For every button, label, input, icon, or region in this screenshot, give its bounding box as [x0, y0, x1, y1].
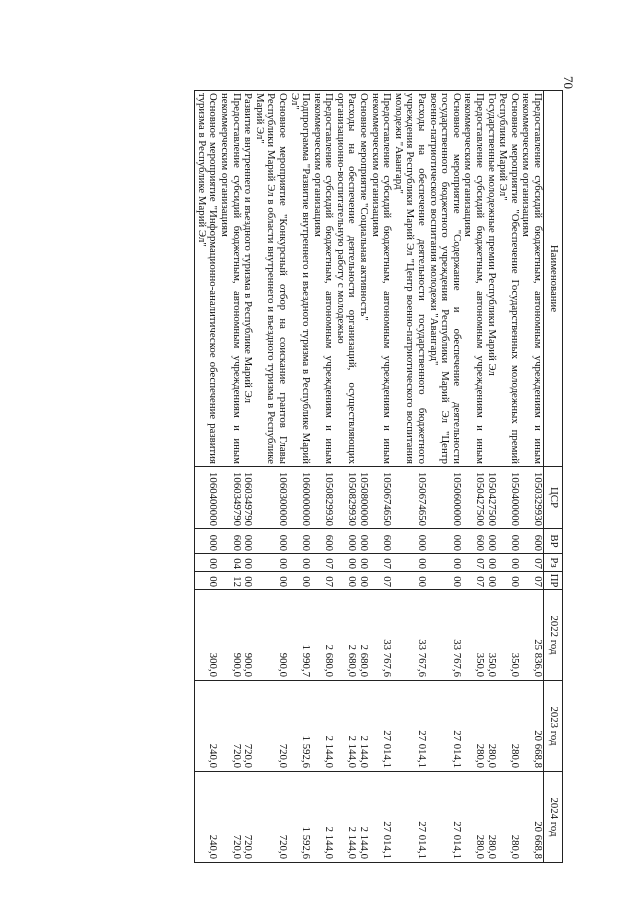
- row-name: Основное мероприятие "Информационно-аналитическое обеспечение развития туризма в Республике Марий Эл": [195, 91, 219, 467]
- row-vr: 000: [427, 529, 462, 554]
- row-csr: 1060400000: [195, 467, 219, 529]
- row-2024: 280,0: [462, 772, 485, 863]
- row-vr: 000: [195, 529, 219, 554]
- row-vr: 000: [497, 529, 520, 554]
- row-2024: 2 144,0: [334, 772, 357, 863]
- row-2023: 27 014,1: [392, 681, 427, 772]
- row-pr: 07: [462, 572, 485, 590]
- row-pr: 07: [520, 572, 544, 590]
- row-vr: 000: [253, 529, 288, 554]
- row-pr: 07: [311, 572, 334, 590]
- row-2023: 280,0: [485, 681, 497, 772]
- header-csr: ЦСР: [544, 467, 563, 529]
- row-2023: 240,0: [195, 681, 219, 772]
- row-2023: 280,0: [497, 681, 520, 772]
- row-csr: 1050800000: [358, 467, 370, 529]
- row-2024: 2 144,0: [358, 772, 370, 863]
- table-row: [358, 91, 370, 863]
- row-vr: 000: [288, 529, 311, 554]
- row-rz: 00: [485, 554, 497, 572]
- row-rz: 07: [369, 554, 392, 572]
- row-csr: 1050600000: [427, 467, 462, 529]
- row-name: Основное мероприятие "Содержание и обеспечение деятельности государственного бюджетного учреждения Республики Марий Эл "Центр военно-патриотического воспитания молодежи "Авангард": [427, 91, 462, 467]
- row-csr: 1060300000: [253, 467, 288, 529]
- page-number: 70: [561, 76, 576, 89]
- row-vr: 000: [334, 529, 357, 554]
- row-2023: 2 144,0: [334, 681, 357, 772]
- row-vr: 000: [485, 529, 497, 554]
- row-rz: 00: [334, 554, 357, 572]
- row-2024: 27 014,1: [392, 772, 427, 863]
- row-pr: 00: [358, 572, 370, 590]
- row-2023: 2 144,0: [358, 681, 370, 772]
- row-name: Основное мероприятие "Обеспечение Государственных молодежных премий Республики Марий Эл": [497, 91, 520, 467]
- row-pr: 00: [427, 572, 462, 590]
- row-2024: 720,0: [218, 772, 241, 863]
- header-2023: 2023 год: [544, 681, 563, 772]
- row-vr: 600: [462, 529, 485, 554]
- row-vr: 600: [369, 529, 392, 554]
- row-csr: 1060000000: [288, 467, 311, 529]
- row-vr: 600: [520, 529, 544, 554]
- header-2022: 2022 год: [544, 590, 563, 681]
- row-csr: 1050674650: [392, 467, 427, 529]
- row-pr: 00: [288, 572, 311, 590]
- header-rz: Рз: [544, 554, 563, 572]
- table-row: [462, 91, 485, 863]
- row-name: Расходы на обеспечение деятельности государственного бюджетного учреждения Республики Марий Эл "Центр военно-патриотического воспитания молодежи "Авангард": [392, 91, 427, 467]
- row-pr: 00: [485, 572, 497, 590]
- row-csr: 1050427500: [485, 467, 497, 529]
- row-name: Предоставление субсидий бюджетным, автономным учреждениям и иным некоммерческим организациям: [520, 91, 544, 467]
- row-2023: 20 668,8: [520, 681, 544, 772]
- row-2023: 27 014,1: [427, 681, 462, 772]
- row-pr: 00: [253, 572, 288, 590]
- row-vr: 600: [218, 529, 241, 554]
- row-2024: 27 014,1: [369, 772, 392, 863]
- row-pr: 00: [195, 572, 219, 590]
- header-pr: ПР: [544, 572, 563, 590]
- row-name: Основное мероприятие "Конкурсный отбор на соискание грантов Главы Республики Марий Эл в области внутреннего и въездного туризма в Республике Марий Эл": [253, 91, 288, 467]
- row-csr: 1050829930: [311, 467, 334, 529]
- header-vr: ВР: [544, 529, 563, 554]
- row-pr: 00: [242, 572, 254, 590]
- row-name: Предоставление субсидий бюджетным, автономным учреждениям и иным некоммерческим организациям: [369, 91, 392, 467]
- row-name: Предоставление субсидий бюджетным, автономным учреждениям и иным некоммерческим организациям: [218, 91, 241, 467]
- table-row: [334, 91, 357, 863]
- row-2023: 2 144,0: [311, 681, 334, 772]
- row-2024: 240,0: [195, 772, 219, 863]
- rotated-page: [93, 90, 563, 862]
- row-2024: 1 592,6: [288, 772, 311, 863]
- row-2022: 25 836,0: [520, 590, 544, 681]
- row-2022: 1 990,7: [288, 590, 311, 681]
- row-name: Государственные молодежные премии Республики Марий Эл: [485, 91, 497, 467]
- row-2024: 27 014,1: [427, 772, 462, 863]
- row-2022: 900,0: [242, 590, 254, 681]
- row-2022: 2 680,0: [311, 590, 334, 681]
- row-2022: 300,0: [195, 590, 219, 681]
- row-csr: 1060349790: [218, 467, 241, 529]
- table-row: [520, 91, 544, 863]
- table-row: [195, 91, 219, 863]
- row-csr: 1050427500: [462, 467, 485, 529]
- row-vr: 600: [311, 529, 334, 554]
- table-row: [392, 91, 427, 863]
- row-2022: 2 680,0: [334, 590, 357, 681]
- row-rz: 00: [195, 554, 219, 572]
- header-name: Наименование: [544, 91, 563, 467]
- table-row: [311, 91, 334, 863]
- row-vr: 000: [392, 529, 427, 554]
- table-row: [218, 91, 241, 863]
- row-csr: 1050400000: [497, 467, 520, 529]
- row-name: Основное мероприятие "Социальная активность": [358, 91, 370, 467]
- row-2022: 33 767,6: [392, 590, 427, 681]
- row-2023: 27 014,1: [369, 681, 392, 772]
- row-2022: 900,0: [218, 590, 241, 681]
- row-rz: 00: [392, 554, 427, 572]
- header-2024: 2024 год: [544, 772, 563, 863]
- row-name: Расходы на обеспечение деятельности организаций, осуществляющих организационно-воспитательную работу с молодежью: [334, 91, 357, 467]
- row-2023: 720,0: [242, 681, 254, 772]
- table-row: [288, 91, 311, 863]
- row-rz: 00: [242, 554, 254, 572]
- table-header-row: [544, 91, 563, 863]
- row-2022: 350,0: [462, 590, 485, 681]
- row-csr: 1050329930: [520, 467, 544, 529]
- row-2023: 720,0: [253, 681, 288, 772]
- row-2022: 350,0: [485, 590, 497, 681]
- row-rz: 00: [427, 554, 462, 572]
- row-2022: 900,0: [253, 590, 288, 681]
- row-vr: 000: [242, 529, 254, 554]
- row-rz: 00: [358, 554, 370, 572]
- row-name: Развитие внутреннего и въездного туризма в Республике Марий Эл: [242, 91, 254, 467]
- row-rz: 00: [497, 554, 520, 572]
- table-row: [369, 91, 392, 863]
- row-csr: 1050674650: [369, 467, 392, 529]
- row-name: Предоставление субсидий бюджетным, автономным учреждениям и иным некоммерческим организациям: [311, 91, 334, 467]
- row-2023: 1 592,6: [288, 681, 311, 772]
- row-vr: 000: [358, 529, 370, 554]
- table-row: [427, 91, 462, 863]
- table-row: [253, 91, 288, 863]
- row-2024: 720,0: [253, 772, 288, 863]
- row-pr: 00: [334, 572, 357, 590]
- row-pr: 00: [392, 572, 427, 590]
- row-2023: 720,0: [218, 681, 241, 772]
- row-pr: 12: [218, 572, 241, 590]
- row-2022: 33 767,6: [369, 590, 392, 681]
- row-rz: 07: [520, 554, 544, 572]
- row-pr: 00: [497, 572, 520, 590]
- row-csr: 1060349790: [242, 467, 254, 529]
- row-2024: 280,0: [485, 772, 497, 863]
- table-row: [497, 91, 520, 863]
- row-2023: 280,0: [462, 681, 485, 772]
- row-rz: 04: [218, 554, 241, 572]
- row-2024: 20 668,8: [520, 772, 544, 863]
- budget-table: [194, 90, 563, 863]
- row-2022: 33 767,6: [427, 590, 462, 681]
- row-2024: 2 144,0: [311, 772, 334, 863]
- row-rz: 07: [311, 554, 334, 572]
- table-row: [242, 91, 254, 863]
- row-rz: 00: [253, 554, 288, 572]
- row-2024: 720,0: [242, 772, 254, 863]
- row-2024: 280,0: [497, 772, 520, 863]
- row-name: Предоставление субсидий бюджетным, автономным учреждениям и иным некоммерческим организациям: [462, 91, 485, 467]
- table-row: [485, 91, 497, 863]
- row-rz: 07: [462, 554, 485, 572]
- row-2022: 2 680,0: [358, 590, 370, 681]
- row-csr: 1050829930: [334, 467, 357, 529]
- table-body: [195, 91, 544, 863]
- row-rz: 00: [288, 554, 311, 572]
- row-2022: 350,0: [497, 590, 520, 681]
- row-pr: 07: [369, 572, 392, 590]
- row-name: Подпрограмма "Развитие внутреннего и въездного туризма в Республике Марий Эл": [288, 91, 311, 467]
